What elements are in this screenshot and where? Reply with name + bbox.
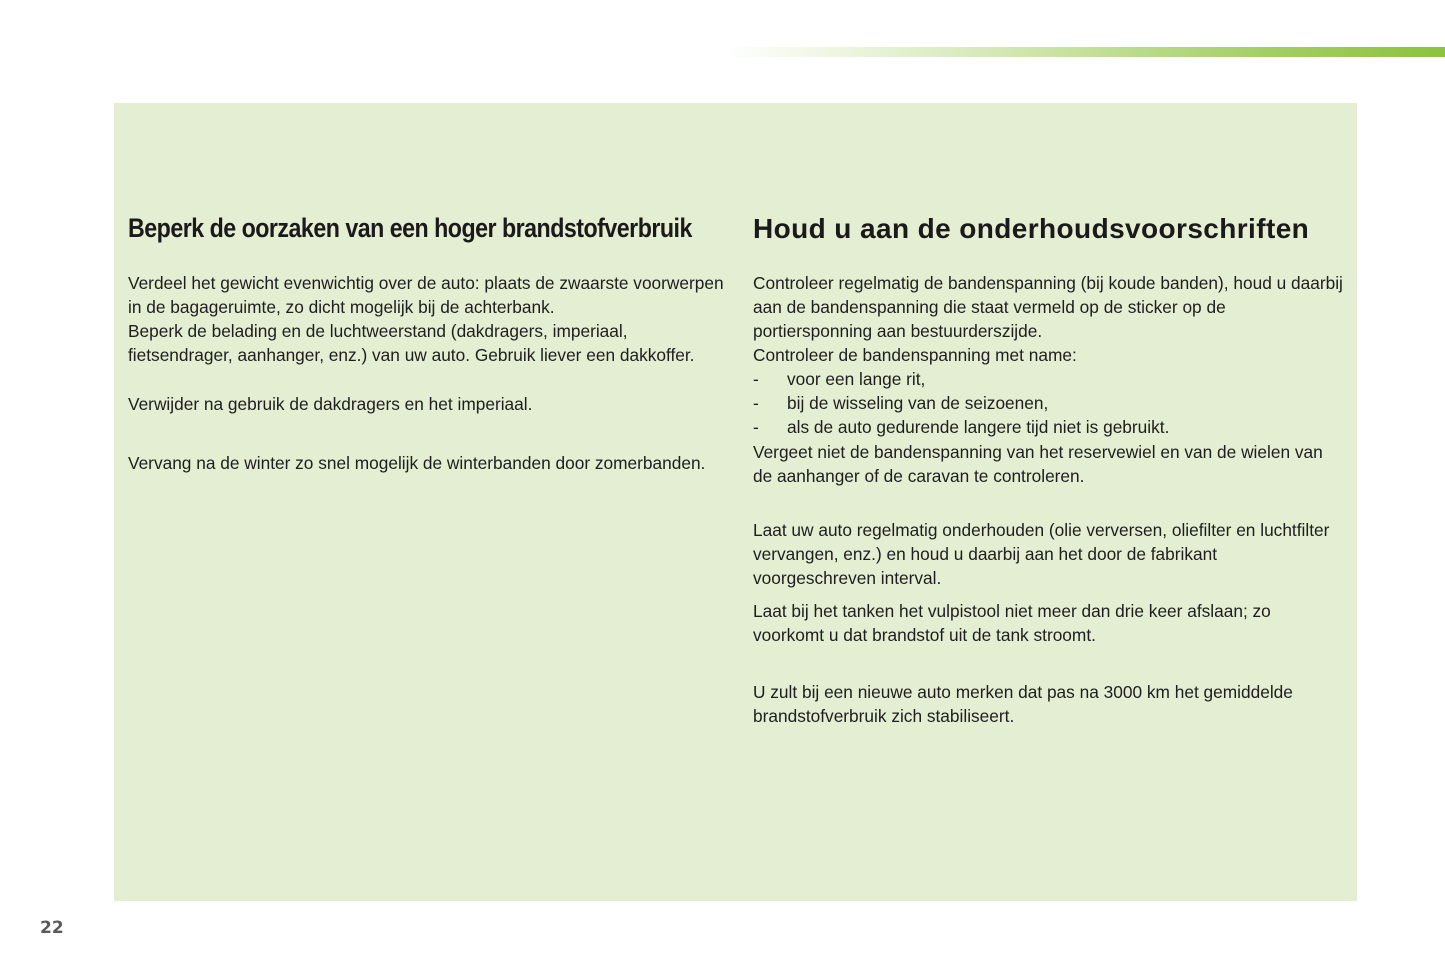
list-item: - bij de wisseling van de seizoenen, <box>753 393 1049 414</box>
right-dash-list <box>753 367 1343 440</box>
list-item: - voor een lange rit, <box>753 369 926 389</box>
left-paragraph-tyres: Vervang na de winter zo snel mogelijk de winterbanden door zomerbanden. <box>128 453 706 473</box>
page-number: 22 <box>40 918 64 938</box>
right-paragraph-service: Laat uw auto regelmatig onderhouden (olie verversen, oliefilter en luchtfilter vervangen, enz.) en houd u daarbij aan het door de fabrikant voorgeschreven interval. <box>753 520 1330 589</box>
left-heading: Beperk de oorzaken van een hoger brandstofverbruik <box>128 213 692 243</box>
right-paragraph-check: Controleer de bandenspanning met name: <box>753 345 1077 365</box>
right-paragraph-new-car: U zult bij een nieuwe auto merken dat pas na 3000 km het gemiddelde brandstofverbruik zich stabiliseert. <box>753 682 1293 727</box>
left-paragraph-remove: Verwijder na gebruik de dakdragers en het imperiaal. <box>128 394 533 414</box>
right-heading: Houd u aan de onderhoudsvoorschriften <box>753 213 1310 244</box>
left-paragraph-weight: Verdeel het gewicht evenwichtig over de auto: plaats de zwaarste voorwerpen in de bagageruimte, zo dicht mogelijk bij de achterbank. <box>128 273 724 318</box>
left-paragraph-load: Beperk de belading en de luchtweerstand (dakdragers, imperiaal, fietsendrager, aanhanger, enz.) van uw auto. Gebruik liever een dakkoffer. <box>128 321 695 366</box>
list-item: - als de auto gedurende langere tijd niet is gebruikt. <box>753 417 1170 438</box>
right-paragraph-pressure: Controleer regelmatig de bandenspanning (bij koude banden), houd u daarbij aan de bandenspanning die staat vermeld op de sticker op de portiersponning aan bestuurderszijde. <box>753 273 1343 342</box>
right-paragraph-refuel: Laat bij het tanken het vulpistool niet meer dan drie keer afslaan; zo voorkomt u dat brandstof uit de tank stroomt. <box>753 601 1271 646</box>
right-paragraph-spare: Vergeet niet de bandenspanning van het reservewiel en van de wielen van de aanhanger of de caravan te controleren. <box>753 442 1323 487</box>
content-panel <box>114 103 1357 901</box>
header-accent-bar <box>725 47 1445 57</box>
